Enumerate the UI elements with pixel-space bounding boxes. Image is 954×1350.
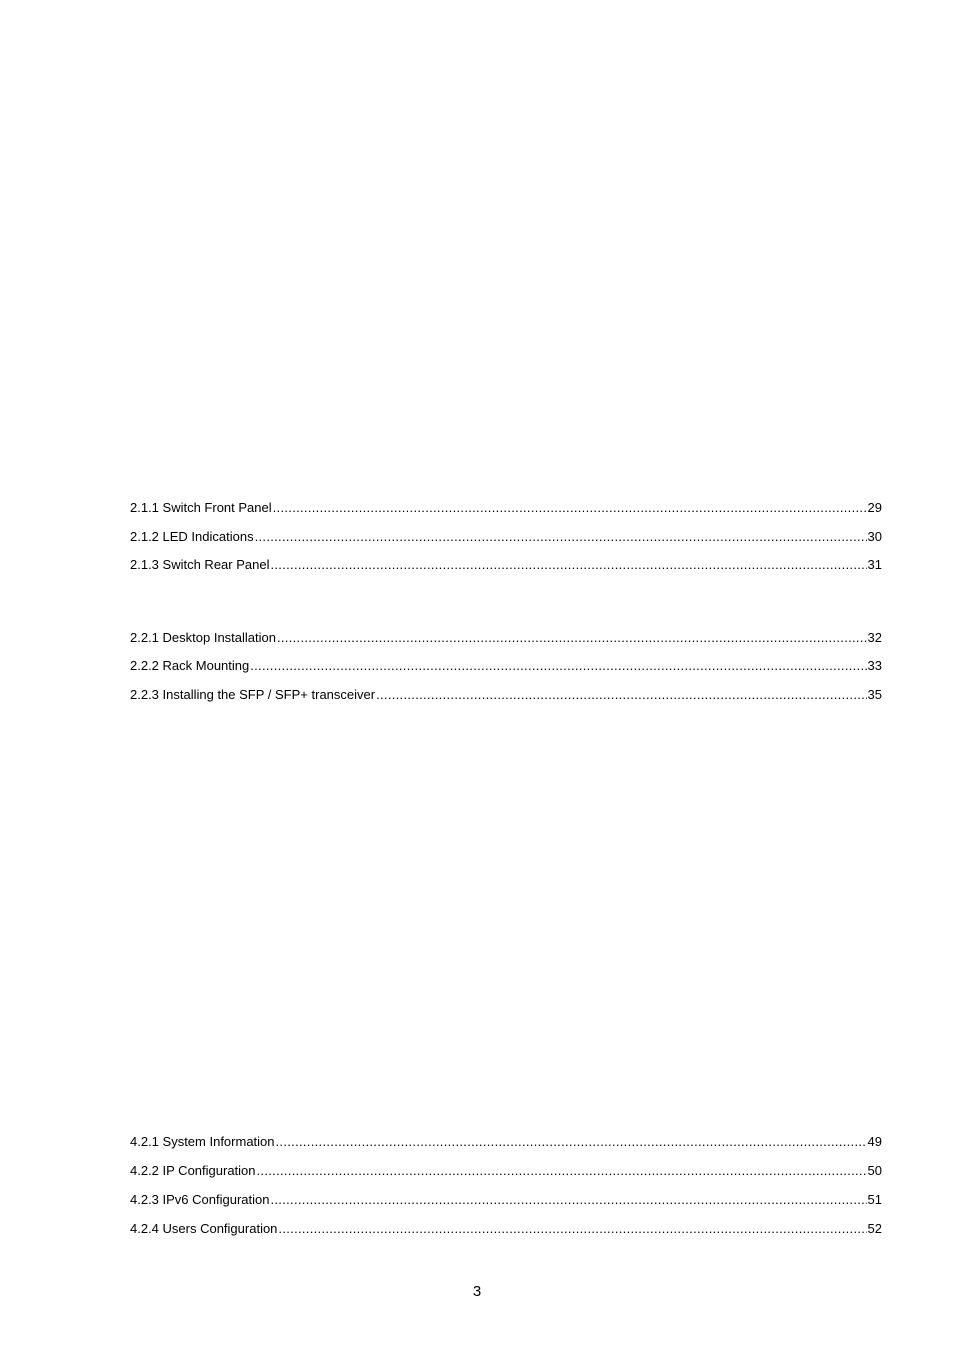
toc-entry[interactable] — [130, 630, 882, 646]
toc-entry-page: 51 — [867, 1192, 882, 1207]
toc-entry-page: 35 — [867, 687, 882, 702]
toc-leader-dots — [276, 1134, 867, 1150]
toc-entry-title: 4.2.3 IPv6 Configuration — [130, 1192, 270, 1207]
toc-leader-dots — [273, 500, 867, 516]
toc-entry[interactable] — [130, 500, 882, 516]
toc-entry-title: 2.1.3 Switch Rear Panel — [130, 557, 270, 572]
toc-entry-page: 33 — [867, 658, 882, 673]
toc-entry[interactable] — [130, 658, 882, 674]
toc-leader-dots — [277, 630, 867, 646]
toc-entry-title: 2.2.1 Desktop Installation — [130, 630, 276, 645]
toc-entry[interactable] — [130, 529, 882, 545]
toc-entry-title: 2.1.1 Switch Front Panel — [130, 500, 272, 515]
toc-leader-dots — [255, 529, 867, 545]
toc-entry-title: 2.2.3 Installing the SFP / SFP+ transceiver — [130, 687, 376, 702]
toc-entry-page: 31 — [867, 557, 882, 572]
toc-entry[interactable] — [130, 687, 882, 703]
toc-entry-page: 50 — [867, 1163, 882, 1178]
toc-entry-title: 2.2.2 Rack Mounting — [130, 658, 250, 673]
toc-entry-page: 49 — [867, 1134, 882, 1149]
toc-entry[interactable] — [130, 1163, 882, 1179]
toc-entry[interactable] — [130, 1134, 882, 1150]
toc-entry-title: 2.1.2 LED Indications — [130, 529, 254, 544]
toc-leader-dots — [270, 557, 866, 573]
toc-entry[interactable] — [130, 557, 882, 573]
toc-entry-title: 4.2.1 System Information — [130, 1134, 275, 1149]
toc-leader-dots — [278, 1221, 866, 1237]
toc-entry[interactable] — [130, 1221, 882, 1237]
toc-leader-dots — [376, 687, 866, 703]
toc-leader-dots — [257, 1163, 867, 1179]
toc-entry-page: 29 — [867, 500, 882, 515]
toc-leader-dots — [270, 1192, 866, 1208]
toc-entry-page: 32 — [867, 630, 882, 645]
toc-entry-title: 4.2.2 IP Configuration — [130, 1163, 256, 1178]
toc-entry-page: 30 — [867, 529, 882, 544]
toc-entry-title: 4.2.4 Users Configuration — [130, 1221, 278, 1236]
toc-entry-page: 52 — [867, 1221, 882, 1236]
page-number: 3 — [472, 1283, 482, 1300]
toc-leader-dots — [250, 658, 866, 674]
toc-entry[interactable] — [130, 1192, 882, 1208]
